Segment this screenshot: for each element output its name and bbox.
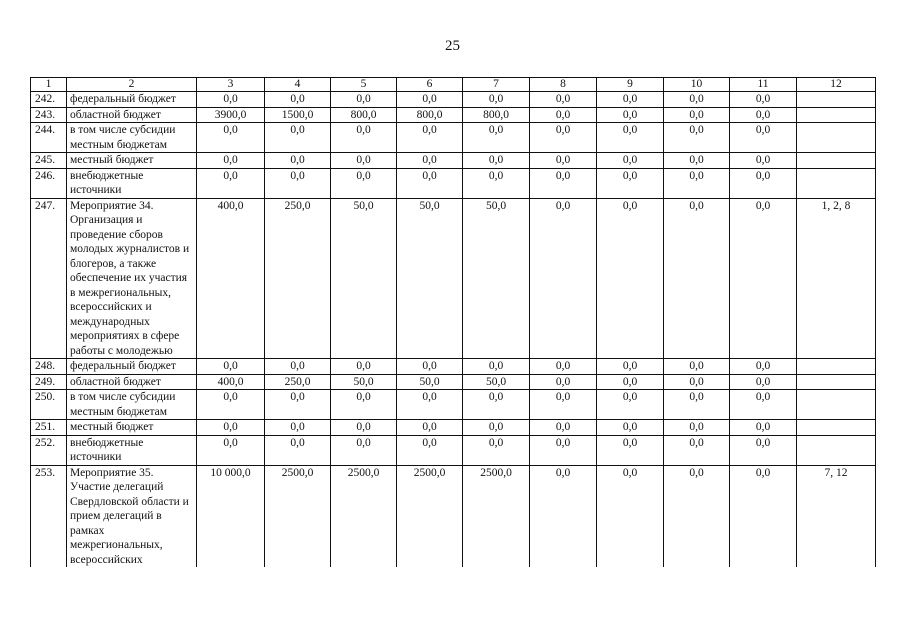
row-note — [797, 107, 876, 123]
row-value: 0,0 — [664, 465, 730, 567]
row-note — [797, 420, 876, 436]
row-value: 0,0 — [730, 390, 797, 420]
row-number: 242. — [31, 92, 67, 108]
row-value: 0,0 — [265, 390, 331, 420]
row-value: 0,0 — [265, 123, 331, 153]
column-header: 10 — [664, 78, 730, 92]
row-value: 0,0 — [664, 198, 730, 359]
row-value: 0,0 — [664, 435, 730, 465]
column-header: 6 — [397, 78, 463, 92]
row-note — [797, 123, 876, 153]
row-value: 0,0 — [530, 359, 597, 375]
row-value: 0,0 — [397, 390, 463, 420]
row-value: 0,0 — [265, 168, 331, 198]
column-header: 8 — [530, 78, 597, 92]
row-number: 253. — [31, 465, 67, 567]
row-value: 0,0 — [597, 390, 664, 420]
row-number: 244. — [31, 123, 67, 153]
row-value: 0,0 — [597, 465, 664, 567]
row-value: 0,0 — [597, 198, 664, 359]
row-value: 2500,0 — [397, 465, 463, 567]
row-note — [797, 92, 876, 108]
row-value: 250,0 — [265, 198, 331, 359]
row-value: 3900,0 — [197, 107, 265, 123]
row-value: 0,0 — [664, 123, 730, 153]
row-value: 0,0 — [730, 465, 797, 567]
row-value: 800,0 — [331, 107, 397, 123]
column-header: 12 — [797, 78, 876, 92]
table-row — [31, 107, 876, 123]
row-value: 0,0 — [197, 153, 265, 169]
column-header: 9 — [597, 78, 664, 92]
row-value: 2500,0 — [331, 465, 397, 567]
row-value: 0,0 — [265, 153, 331, 169]
row-value: 0,0 — [397, 435, 463, 465]
row-value: 0,0 — [530, 107, 597, 123]
row-value: 0,0 — [463, 168, 530, 198]
row-value: 10 000,0 — [197, 465, 265, 567]
row-value: 0,0 — [597, 168, 664, 198]
row-value: 0,0 — [530, 168, 597, 198]
table-row — [31, 465, 876, 567]
row-description: федеральный бюджет — [67, 359, 197, 375]
row-value: 800,0 — [463, 107, 530, 123]
row-description: внебюджетные источники — [67, 168, 197, 198]
row-number: 250. — [31, 390, 67, 420]
row-value: 0,0 — [463, 435, 530, 465]
row-value: 2500,0 — [265, 465, 331, 567]
row-description: Мероприятие 34. Организация и проведение сборов молодых журналистов и блогеров, а также обеспечение их участия в межрегиональных, всероссийских и международных мероприятиях в сфере работы с молодежью — [67, 198, 197, 359]
row-value: 0,0 — [730, 107, 797, 123]
row-number: 252. — [31, 435, 67, 465]
row-value: 0,0 — [597, 107, 664, 123]
row-value: 0,0 — [730, 420, 797, 436]
row-value: 0,0 — [597, 92, 664, 108]
row-note — [797, 435, 876, 465]
row-description: в том числе субсидии местным бюджетам — [67, 123, 197, 153]
row-value: 50,0 — [331, 198, 397, 359]
table-row — [31, 374, 876, 390]
row-value: 0,0 — [597, 359, 664, 375]
table-header-row — [31, 78, 876, 92]
row-value: 0,0 — [597, 374, 664, 390]
row-value: 0,0 — [597, 435, 664, 465]
row-value: 0,0 — [463, 123, 530, 153]
row-value: 0,0 — [730, 123, 797, 153]
row-value: 0,0 — [265, 359, 331, 375]
row-value: 0,0 — [265, 420, 331, 436]
table-row — [31, 420, 876, 436]
row-value: 0,0 — [197, 390, 265, 420]
row-value: 0,0 — [397, 153, 463, 169]
table-row — [31, 435, 876, 465]
table-row — [31, 168, 876, 198]
row-value: 0,0 — [397, 92, 463, 108]
column-header: 11 — [730, 78, 797, 92]
row-value: 0,0 — [664, 420, 730, 436]
column-header: 7 — [463, 78, 530, 92]
row-note: 7, 12 — [797, 465, 876, 567]
row-value: 0,0 — [197, 359, 265, 375]
row-value: 0,0 — [730, 92, 797, 108]
row-number: 246. — [31, 168, 67, 198]
row-number: 243. — [31, 107, 67, 123]
table-row — [31, 153, 876, 169]
row-value: 400,0 — [197, 198, 265, 359]
column-header: 2 — [67, 78, 197, 92]
row-value: 0,0 — [463, 153, 530, 169]
row-value: 0,0 — [397, 123, 463, 153]
row-value: 0,0 — [530, 465, 597, 567]
row-value: 50,0 — [397, 198, 463, 359]
row-value: 250,0 — [265, 374, 331, 390]
table-row — [31, 390, 876, 420]
row-value: 0,0 — [197, 92, 265, 108]
row-value: 0,0 — [530, 92, 597, 108]
row-value: 0,0 — [530, 390, 597, 420]
row-description: областной бюджет — [67, 107, 197, 123]
row-note: 1, 2, 8 — [797, 198, 876, 359]
row-value: 0,0 — [331, 123, 397, 153]
row-value: 0,0 — [730, 359, 797, 375]
row-value: 0,0 — [530, 123, 597, 153]
row-value: 400,0 — [197, 374, 265, 390]
row-value: 0,0 — [730, 153, 797, 169]
row-value: 0,0 — [463, 390, 530, 420]
table-body — [31, 92, 876, 568]
row-value: 0,0 — [331, 168, 397, 198]
row-value: 0,0 — [664, 92, 730, 108]
column-header: 5 — [331, 78, 397, 92]
row-number: 245. — [31, 153, 67, 169]
row-description: местный бюджет — [67, 420, 197, 436]
row-value: 0,0 — [331, 92, 397, 108]
table-row — [31, 123, 876, 153]
column-header: 4 — [265, 78, 331, 92]
row-value: 0,0 — [331, 435, 397, 465]
row-value: 0,0 — [265, 435, 331, 465]
row-value: 800,0 — [397, 107, 463, 123]
row-value: 0,0 — [597, 153, 664, 169]
row-description: в том числе субсидии местным бюджетам — [67, 390, 197, 420]
row-value: 0,0 — [331, 153, 397, 169]
row-note — [797, 359, 876, 375]
row-number: 247. — [31, 198, 67, 359]
row-value: 50,0 — [331, 374, 397, 390]
row-value: 0,0 — [664, 168, 730, 198]
row-value: 0,0 — [463, 92, 530, 108]
row-number: 248. — [31, 359, 67, 375]
row-description: местный бюджет — [67, 153, 197, 169]
row-value: 0,0 — [197, 123, 265, 153]
row-value: 0,0 — [730, 374, 797, 390]
row-value: 50,0 — [463, 374, 530, 390]
row-value: 0,0 — [331, 420, 397, 436]
row-value: 0,0 — [664, 153, 730, 169]
row-value: 0,0 — [397, 168, 463, 198]
row-value: 0,0 — [197, 435, 265, 465]
budget-table — [30, 77, 876, 567]
column-header: 3 — [197, 78, 265, 92]
row-number: 251. — [31, 420, 67, 436]
column-header: 1 — [31, 78, 67, 92]
row-value: 0,0 — [197, 420, 265, 436]
row-value: 0,0 — [397, 420, 463, 436]
row-value: 1500,0 — [265, 107, 331, 123]
row-value: 0,0 — [530, 420, 597, 436]
row-value: 50,0 — [463, 198, 530, 359]
row-value: 0,0 — [530, 374, 597, 390]
table-row — [31, 92, 876, 108]
row-value: 0,0 — [597, 420, 664, 436]
row-value: 0,0 — [664, 359, 730, 375]
row-note — [797, 153, 876, 169]
row-value: 0,0 — [530, 198, 597, 359]
row-value: 0,0 — [730, 435, 797, 465]
row-description: федеральный бюджет — [67, 92, 197, 108]
row-value: 50,0 — [397, 374, 463, 390]
row-note — [797, 168, 876, 198]
row-value: 0,0 — [331, 359, 397, 375]
row-value: 0,0 — [331, 390, 397, 420]
row-number: 249. — [31, 374, 67, 390]
row-note — [797, 374, 876, 390]
row-description: областной бюджет — [67, 374, 197, 390]
row-value: 0,0 — [664, 374, 730, 390]
row-value: 0,0 — [664, 107, 730, 123]
row-value: 0,0 — [265, 92, 331, 108]
table-row — [31, 198, 876, 359]
row-description: внебюджетные источники — [67, 435, 197, 465]
row-value: 0,0 — [530, 435, 597, 465]
row-value: 0,0 — [397, 359, 463, 375]
table-row — [31, 359, 876, 375]
row-value: 2500,0 — [463, 465, 530, 567]
row-value: 0,0 — [597, 123, 664, 153]
row-value: 0,0 — [664, 390, 730, 420]
row-value: 0,0 — [197, 168, 265, 198]
row-value: 0,0 — [530, 153, 597, 169]
row-value: 0,0 — [730, 168, 797, 198]
row-value: 0,0 — [730, 198, 797, 359]
row-value: 0,0 — [463, 359, 530, 375]
page-number: 25 — [445, 38, 460, 54]
row-value: 0,0 — [463, 420, 530, 436]
row-description: Мероприятие 35. Участие делегаций Свердловской области и прием делегаций в рамках межрегиональных, всероссийских — [67, 465, 197, 567]
row-note — [797, 390, 876, 420]
